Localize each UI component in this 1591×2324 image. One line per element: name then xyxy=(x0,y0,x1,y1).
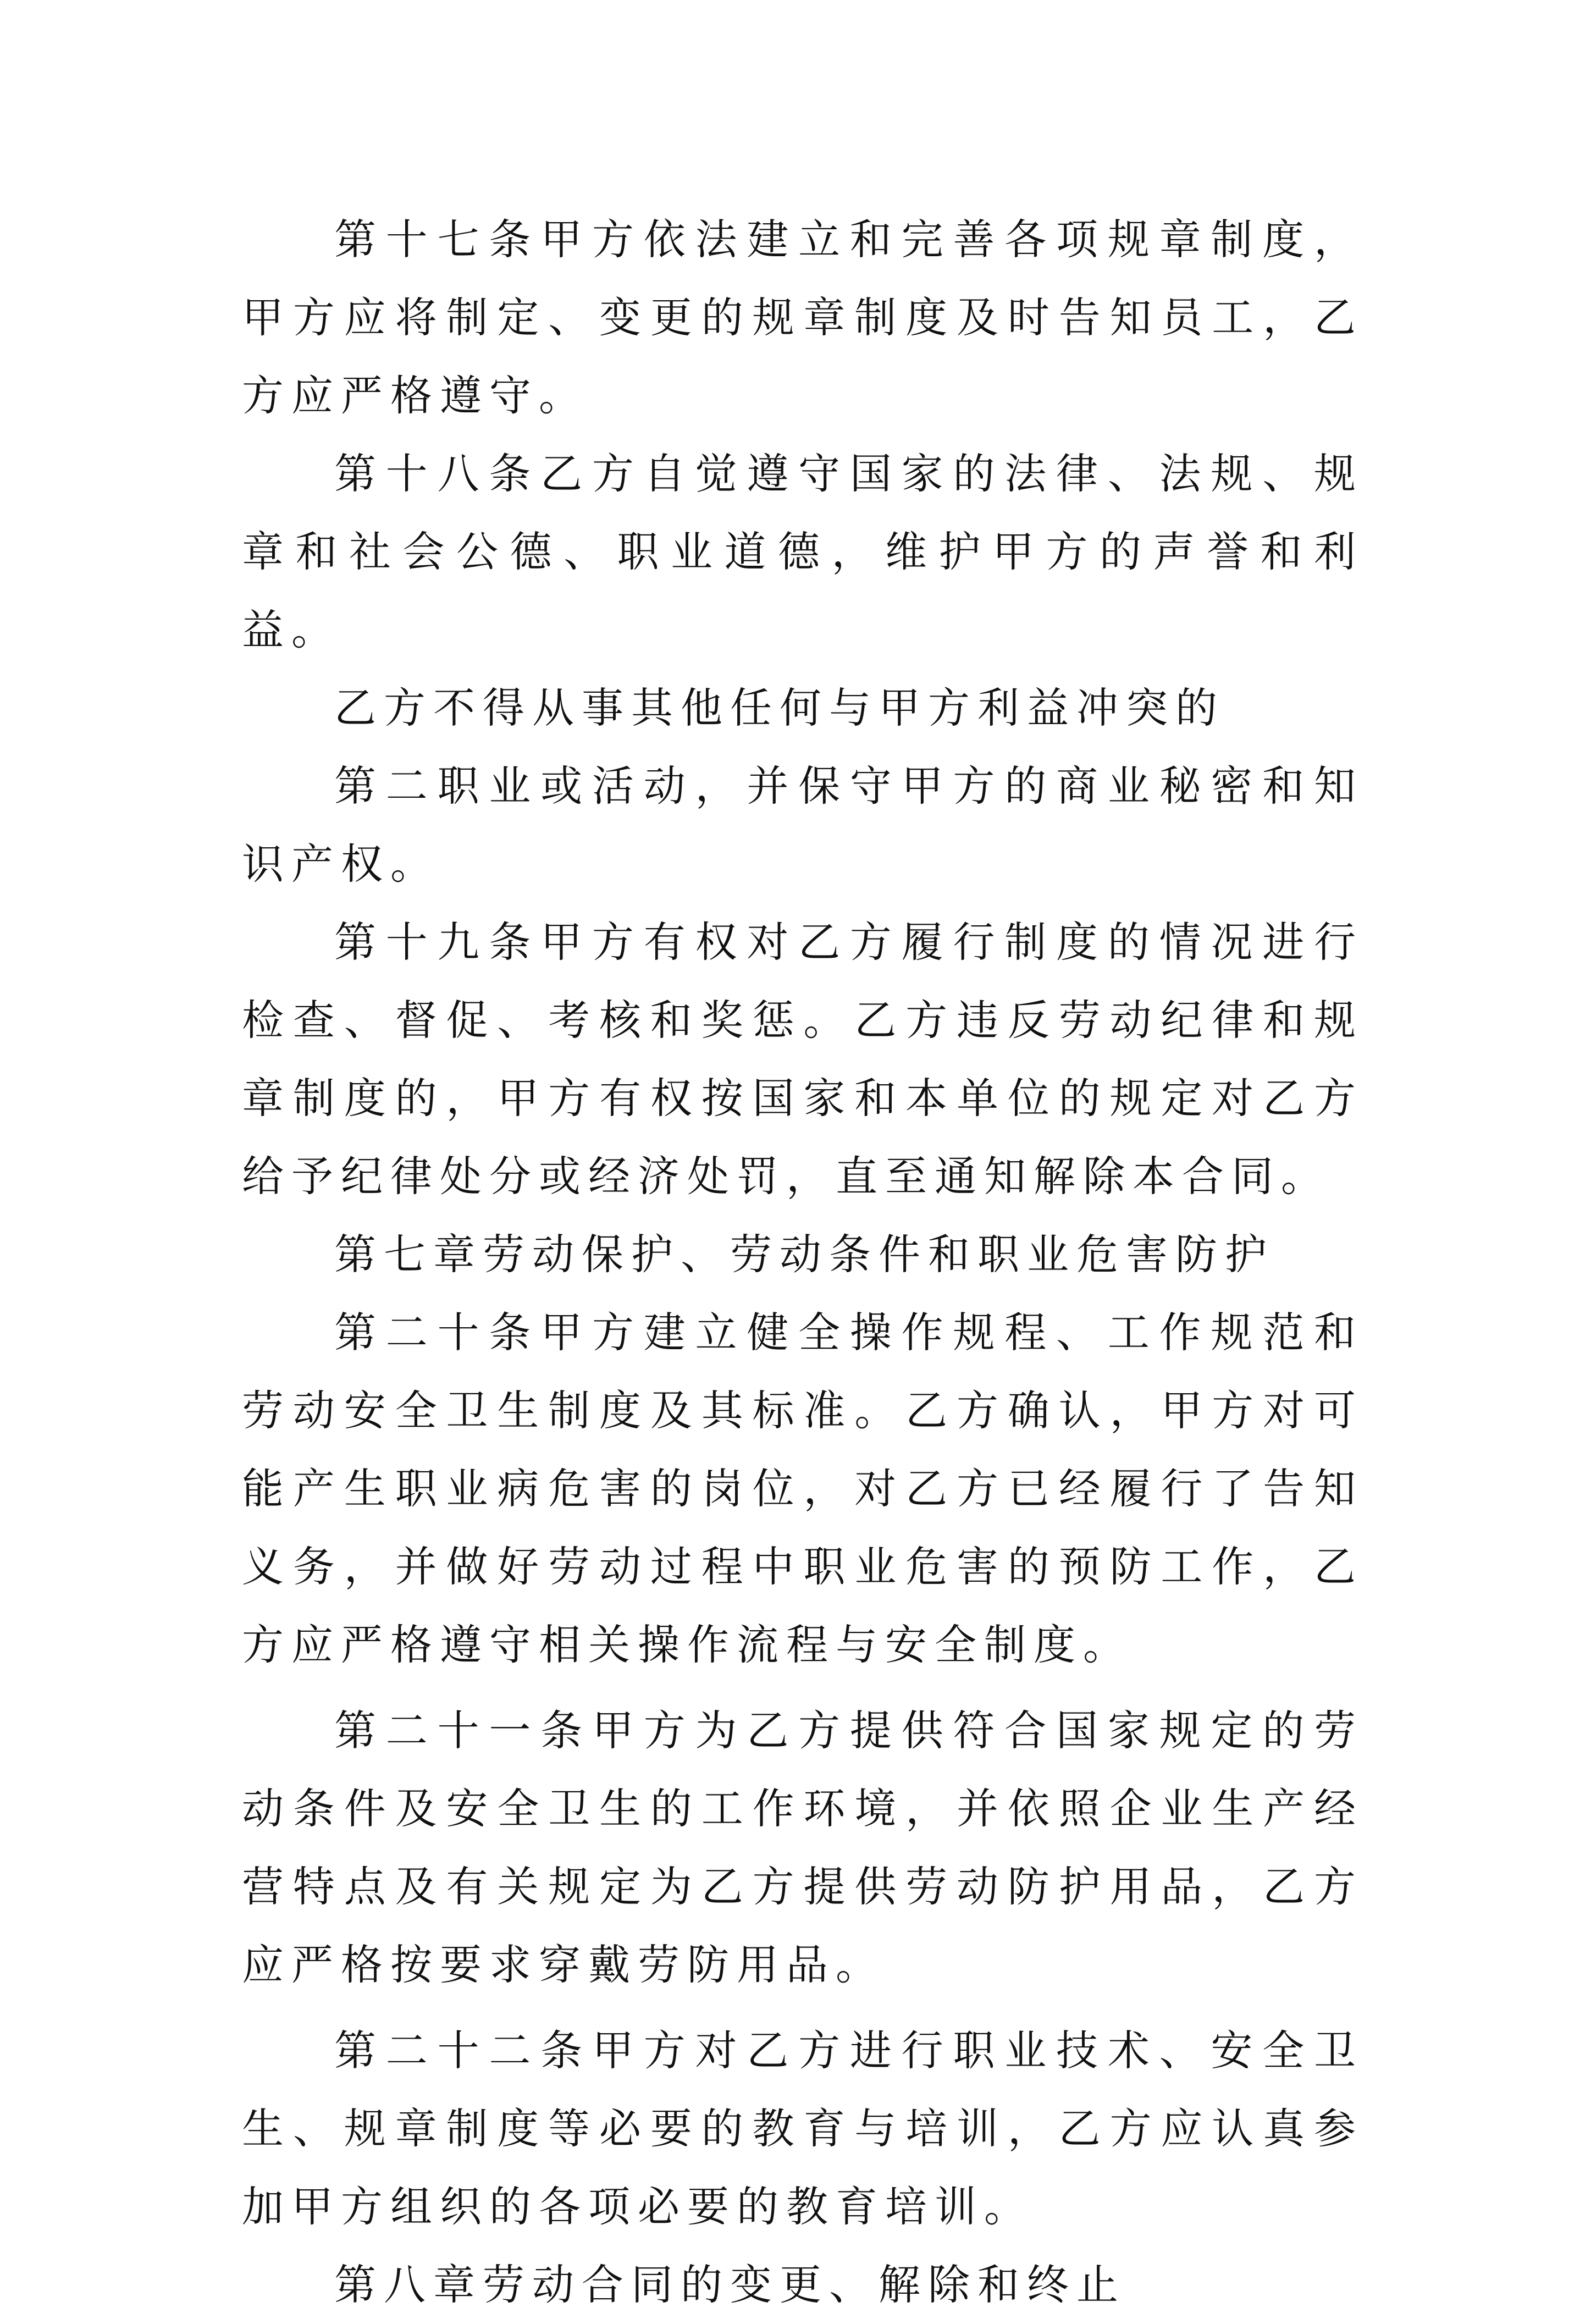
chapter-8-heading: 第八章劳动合同的变更、解除和终止 xyxy=(334,2260,1126,2309)
article-17-paragraph: 第十七条甲方依法建立和完善各项规章制度，甲方应将制定、变更的规章制度及时告知员工，乙方应严格遵守。 xyxy=(242,215,1363,420)
chapter-7-heading: 第七章劳动保护、劳动条件和职业危害防护 xyxy=(334,1230,1274,1279)
no-conflict-paragraph: 乙方不得从事其他任何与甲方利益冲突的 xyxy=(334,683,1225,732)
paragraph-spacer xyxy=(242,2004,1363,2012)
document-body xyxy=(242,201,1363,2324)
article-21-paragraph: 第二十一条甲方为乙方提供符合国家规定的劳动条件及安全卫生的工作环境，并依照企业生产经营特点及有关规定为乙方提供劳动防护用品，乙方应严格按要求穿戴劳防用品。 xyxy=(242,1706,1363,1989)
second-job-paragraph: 第二职业或活动，并保守甲方的商业秘密和知识产权。 xyxy=(242,761,1363,888)
article-19-paragraph: 第十九条甲方有权对乙方履行制度的情况进行检查、督促、考核和奖惩。乙方违反劳动纪律和规章制度的，甲方有权按国家和本单位的规定对乙方给予纪律处分或经济处罚，直至通知解除本合同。 xyxy=(242,918,1363,1201)
paragraph-spacer xyxy=(242,1684,1363,1692)
article-18-paragraph: 第十八条乙方自觉遵守国家的法律、法规、规章和社会公德、职业道德，维护甲方的声誉和利益。 xyxy=(242,449,1363,654)
article-22-paragraph: 第二十二条甲方对乙方进行职业技术、安全卫生、规章制度等必要的教育与培训，乙方应认真参加甲方组织的各项必要的教育培训。 xyxy=(242,2026,1363,2231)
article-20-paragraph: 第二十条甲方建立健全操作规程、工作规范和劳动安全卫生制度及其标准。乙方确认，甲方对可能产生职业病危害的岗位，对乙方已经履行了告知义务，并做好劳动过程中职业危害的预防工作，乙方应严格遵守相关操作流程与安全制度。 xyxy=(242,1308,1363,1669)
